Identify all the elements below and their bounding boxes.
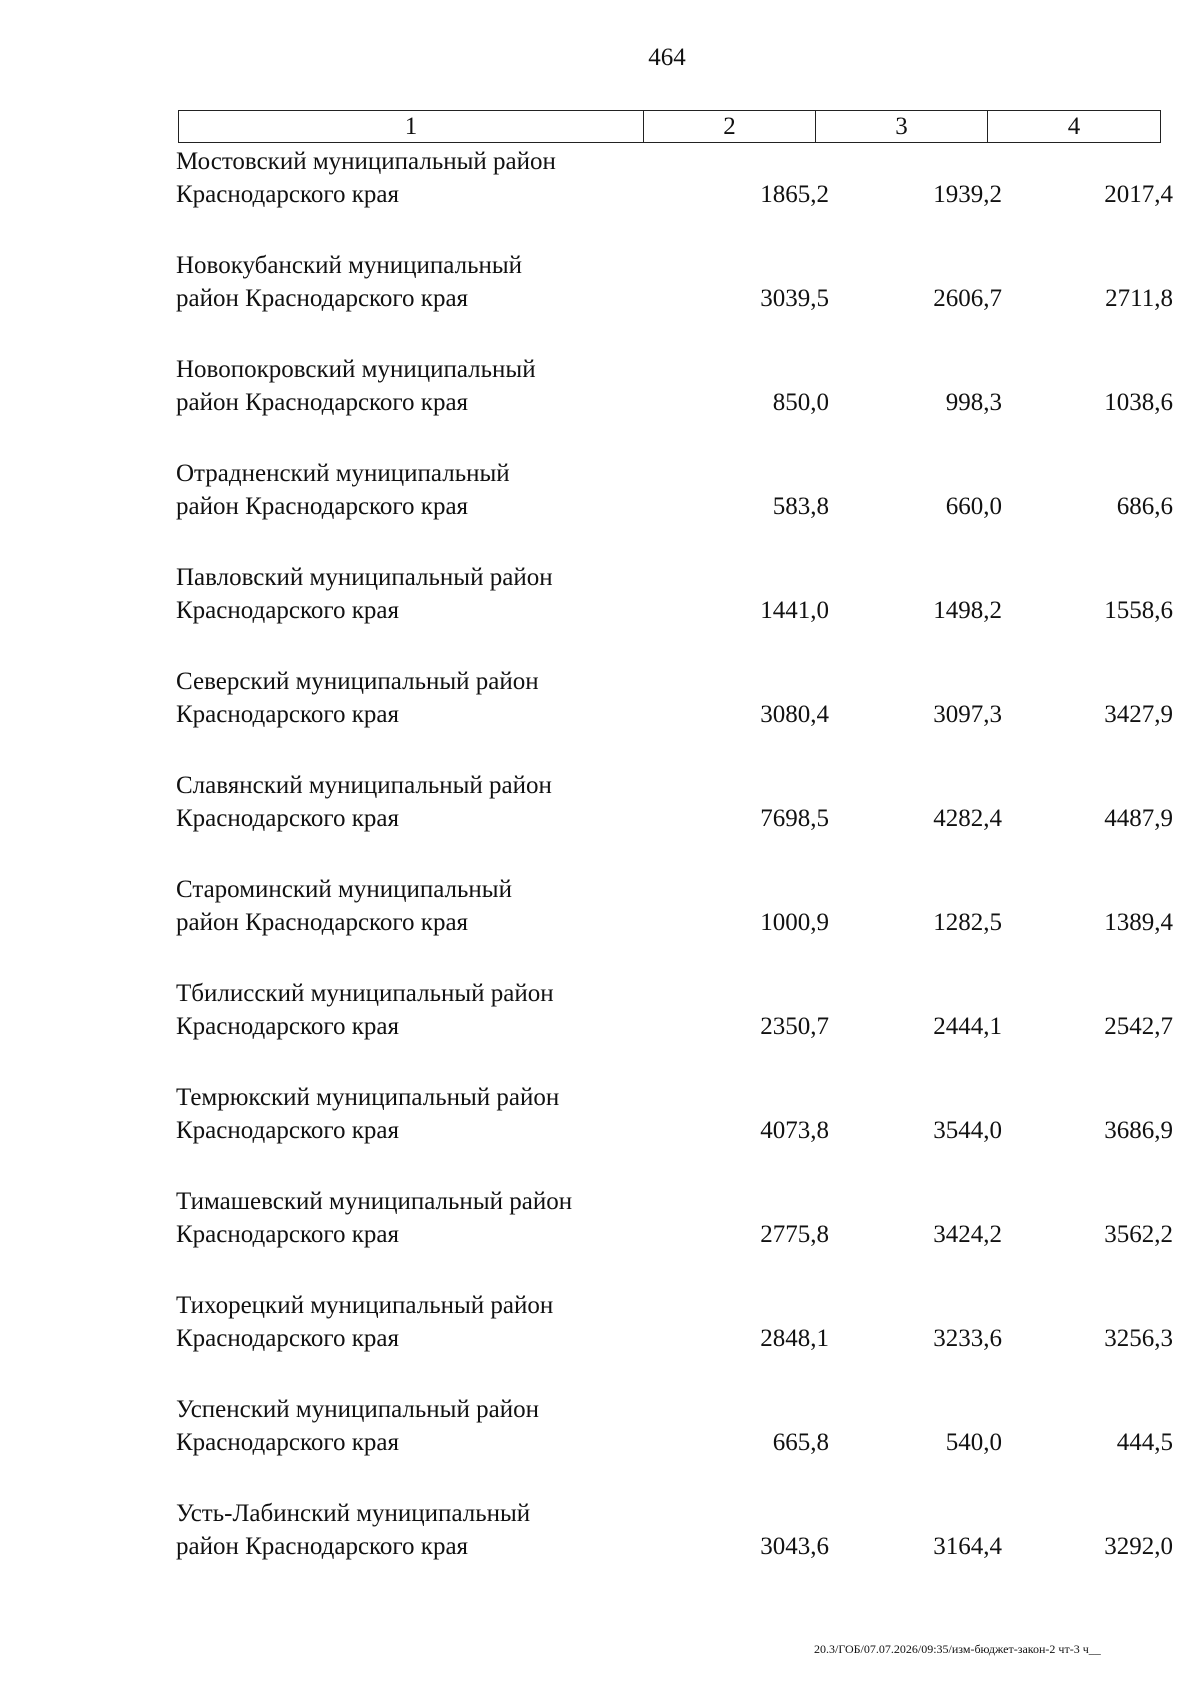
cell-col3: 660,0 <box>945 493 1002 520</box>
cell-col4: 1389,4 <box>1104 909 1173 936</box>
column-header-3: 3 <box>816 111 988 143</box>
cell-col3: 3097,3 <box>933 701 1002 728</box>
cell-col4: 3292,0 <box>1104 1533 1173 1560</box>
column-header-row <box>179 111 1161 143</box>
cell-col4: 4487,9 <box>1104 805 1173 832</box>
cell-col2: 3043,6 <box>760 1533 829 1560</box>
page-number: 464 <box>648 44 686 71</box>
cell-col2: 3080,4 <box>760 701 829 728</box>
table-row <box>176 1081 1173 1185</box>
cell-col2: 4073,8 <box>760 1117 829 1144</box>
table-row <box>176 353 1173 457</box>
row-label: Староминский муниципальный район Краснодарского края <box>176 876 512 936</box>
row-label: Славянский муниципальный район Краснодарского края <box>176 772 552 832</box>
row-label: Мостовский муниципальный район Краснодарского края <box>176 148 556 208</box>
cell-col3: 1282,5 <box>933 909 1002 936</box>
column-header-4: 4 <box>988 111 1161 143</box>
cell-col2: 2775,8 <box>760 1221 829 1248</box>
table-row <box>176 1393 1173 1497</box>
cell-col3: 3424,2 <box>933 1221 1002 1248</box>
cell-col2: 665,8 <box>772 1429 829 1456</box>
cell-col4: 3427,9 <box>1104 701 1173 728</box>
cell-col2: 583,8 <box>772 493 829 520</box>
table-row <box>176 769 1173 873</box>
cell-col2: 1865,2 <box>760 181 829 208</box>
table-row <box>176 145 1173 249</box>
table-body <box>176 145 1173 1601</box>
cell-col3: 540,0 <box>945 1429 1002 1456</box>
row-label: Новокубанский муниципальный район Краснодарского края <box>176 252 523 312</box>
row-label: Тимашевский муниципальный район Краснодарского края <box>176 1188 573 1248</box>
cell-col2: 850,0 <box>772 389 829 416</box>
row-label: Успенский муниципальный район Краснодарского края <box>176 1396 539 1456</box>
cell-col4: 3256,3 <box>1104 1325 1173 1352</box>
cell-col3: 1498,2 <box>933 597 1002 624</box>
cell-col3: 1939,2 <box>933 181 1002 208</box>
table-row <box>176 1185 1173 1289</box>
cell-col3: 4282,4 <box>933 805 1002 832</box>
column-header-2: 2 <box>644 111 816 143</box>
cell-col4: 1038,6 <box>1104 389 1173 416</box>
cell-col4: 3562,2 <box>1104 1221 1173 1248</box>
cell-col3: 2606,7 <box>933 285 1002 312</box>
cell-col3: 2444,1 <box>933 1013 1002 1040</box>
cell-col3: 3544,0 <box>933 1117 1002 1144</box>
cell-col4: 444,5 <box>1116 1429 1173 1456</box>
row-label: Усть-Лабинский муниципальный район Краснодарского края <box>176 1500 531 1560</box>
table-row <box>176 457 1173 561</box>
row-label: Новопокровский муниципальный район Краснодарского края <box>176 356 536 416</box>
cell-col2: 2350,7 <box>760 1013 829 1040</box>
table-row <box>176 977 1173 1081</box>
document-footer-code: 20.3/ГОБ/07.07.2026/09:35/изм-бюджет-закон-2 чт-3 ч__ <box>814 1642 1101 1656</box>
cell-col4: 3686,9 <box>1104 1117 1173 1144</box>
cell-col4: 1558,6 <box>1104 597 1173 624</box>
cell-col3: 3164,4 <box>933 1533 1002 1560</box>
row-label: Северский муниципальный район Краснодарского края <box>176 668 539 728</box>
row-label: Тихорецкий муниципальный район Краснодарского края <box>176 1292 554 1352</box>
row-label: Тбилисский муниципальный район Краснодарского края <box>176 980 554 1040</box>
column-header-1: 1 <box>179 111 644 143</box>
table-row <box>176 665 1173 769</box>
cell-col4: 686,6 <box>1116 493 1173 520</box>
table-row <box>176 249 1173 353</box>
cell-col3: 3233,6 <box>933 1325 1002 1352</box>
cell-col4: 2017,4 <box>1104 181 1173 208</box>
row-label: Отрадненский муниципальный район Краснодарского края <box>176 460 510 520</box>
row-label: Темрюкский муниципальный район Краснодарского края <box>176 1084 560 1144</box>
cell-col2: 3039,5 <box>760 285 829 312</box>
cell-col2: 7698,5 <box>760 805 829 832</box>
cell-col2: 1000,9 <box>760 909 829 936</box>
cell-col3: 998,3 <box>945 389 1002 416</box>
cell-col2: 1441,0 <box>760 597 829 624</box>
table-row <box>176 1497 1173 1601</box>
table-row <box>176 873 1173 977</box>
cell-col4: 2542,7 <box>1104 1013 1173 1040</box>
table-row <box>176 561 1173 665</box>
table-row <box>176 1289 1173 1393</box>
column-header-table <box>178 110 1161 143</box>
cell-col4: 2711,8 <box>1105 285 1173 312</box>
cell-col2: 2848,1 <box>760 1325 829 1352</box>
row-label: Павловский муниципальный район Краснодарского края <box>176 564 553 624</box>
